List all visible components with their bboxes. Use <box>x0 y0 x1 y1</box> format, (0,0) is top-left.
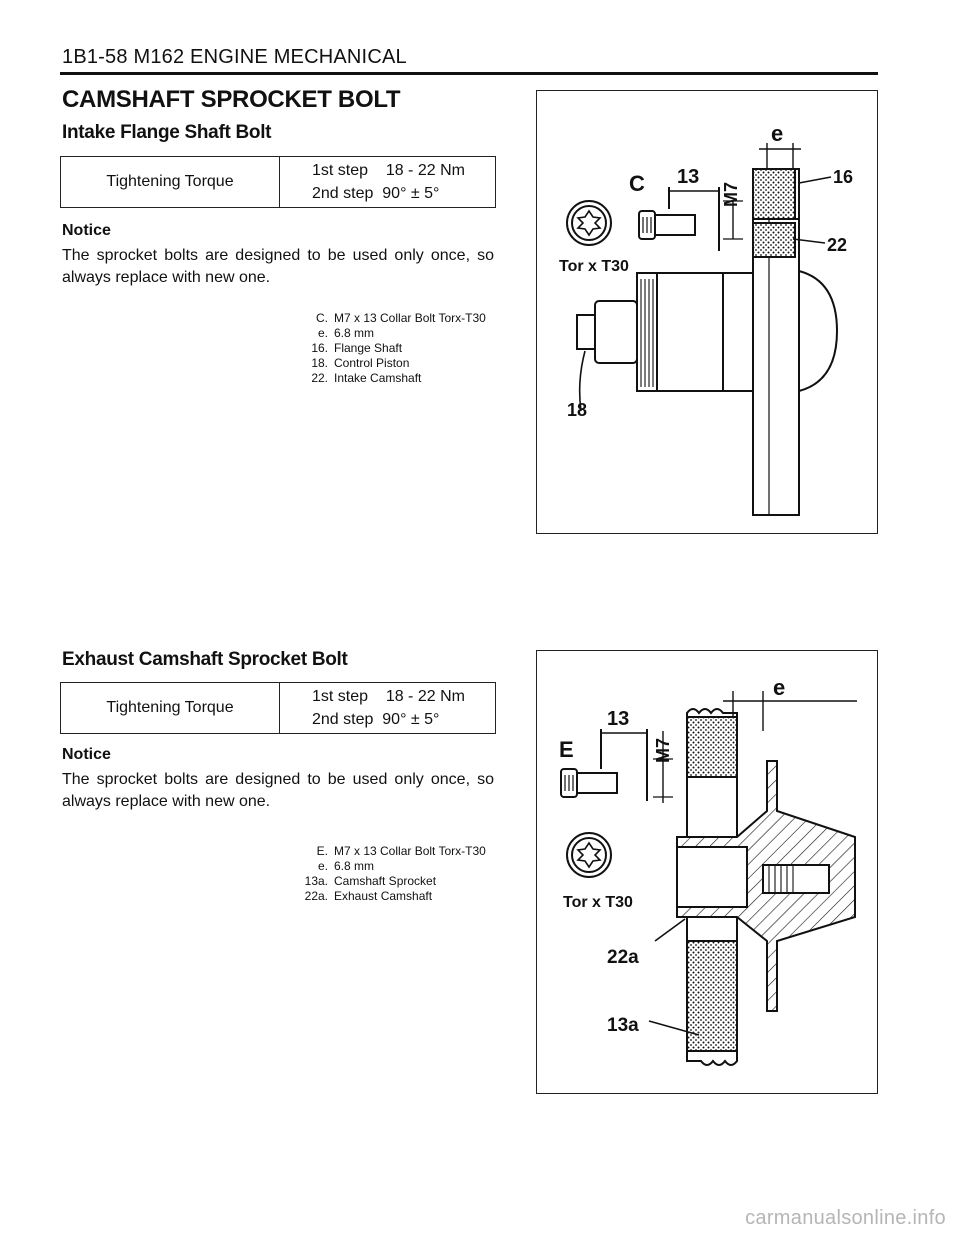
exhaust-torque-step2: 2nd step 90° ± 5° <box>312 711 440 728</box>
intake-figure <box>536 90 878 534</box>
legend-text: 6.8 mm <box>334 326 375 340</box>
label-e: e <box>771 121 784 146</box>
legend-item <box>290 371 486 386</box>
legend-text: Control Piston <box>334 356 410 370</box>
legend-key: 18. <box>311 356 328 370</box>
legend-key: E. <box>316 844 328 858</box>
intake-notice-heading: Notice <box>62 222 111 239</box>
section-title: M162 ENGINE MECHANICAL <box>133 46 407 68</box>
label-13a: 13a <box>607 1015 639 1036</box>
legend-text: Flange Shaft <box>334 341 403 355</box>
legend-item <box>290 874 486 889</box>
legend-text: Camshaft Sprocket <box>334 874 437 888</box>
legend-item <box>290 889 486 904</box>
label-22a: 22a <box>607 947 639 968</box>
header-rule <box>60 72 878 75</box>
legend-key: 22. <box>311 371 328 385</box>
label-torx: Tor x T30 <box>559 258 629 275</box>
label-13: 13 <box>677 166 700 188</box>
exhaust-figure <box>536 650 878 1094</box>
label-m7: M7 <box>653 737 673 763</box>
page-ref: 1B1-58 <box>62 46 128 68</box>
legend-text: 6.8 mm <box>334 859 375 873</box>
exhaust-notice-text: The sprocket bolts are designed to be used only once, so always replace with new one. <box>62 771 494 810</box>
label-16: 16 <box>833 167 854 187</box>
legend-text: Intake Camshaft <box>334 371 422 385</box>
label-13: 13 <box>607 708 630 730</box>
legend-item <box>290 311 486 326</box>
exhaust-torque-values <box>280 683 495 733</box>
intake-torque-step2: 2nd step 90° ± 5° <box>312 185 440 202</box>
legend-text: M7 x 13 Collar Bolt Torx-T30 <box>334 311 486 325</box>
legend-key: C. <box>316 311 328 325</box>
torx-head-icon <box>567 201 611 245</box>
label-c: C <box>629 171 645 196</box>
exhaust-legend <box>290 844 486 904</box>
legend-key: 13a. <box>304 874 328 888</box>
legend-item <box>290 356 486 371</box>
intake-torque-label: Tightening Torque <box>61 157 280 207</box>
label-e-bolt: E <box>559 737 574 762</box>
label-18: 18 <box>567 400 588 420</box>
legend-key: 16. <box>311 341 328 355</box>
torx-head-icon <box>567 833 611 877</box>
intake-torque-values <box>280 157 495 207</box>
intake-torque-step1: 1st step 18 - 22 Nm <box>312 162 465 179</box>
legend-item <box>290 844 486 859</box>
exhaust-notice-heading: Notice <box>62 746 111 763</box>
exhaust-torque-step1: 1st step 18 - 22 Nm <box>312 688 465 705</box>
legend-key: e. <box>317 326 328 340</box>
legend-key: e. <box>317 859 328 873</box>
legend-key: 22a. <box>304 889 328 903</box>
legend-text: M7 x 13 Collar Bolt Torx-T30 <box>334 844 486 858</box>
exhaust-heading: Exhaust Camshaft Sprocket Bolt <box>62 649 348 670</box>
page-header <box>62 46 407 69</box>
legend-text: Exhaust Camshaft <box>334 889 433 903</box>
intake-notice-text: The sprocket bolts are designed to be used only once, so always replace with new one. <box>62 247 494 286</box>
page-title: CAMSHAFT SPROCKET BOLT <box>62 86 401 113</box>
exhaust-torque-label: Tightening Torque <box>61 683 280 733</box>
legend-item <box>290 341 486 356</box>
label-m7: M7 <box>721 181 741 207</box>
watermark: carmanualsonline.info <box>745 1207 946 1229</box>
label-22: 22 <box>827 235 848 255</box>
legend-item <box>290 859 486 874</box>
intake-drawing <box>537 91 876 532</box>
exhaust-torque-table <box>60 682 496 734</box>
label-torx: Tor x T30 <box>563 894 633 911</box>
label-e: e <box>773 675 786 700</box>
intake-torque-table <box>60 156 496 208</box>
legend-item <box>290 326 486 341</box>
intake-legend <box>290 311 486 386</box>
intake-heading: Intake Flange Shaft Bolt <box>62 122 272 143</box>
exhaust-drawing <box>537 651 876 1092</box>
